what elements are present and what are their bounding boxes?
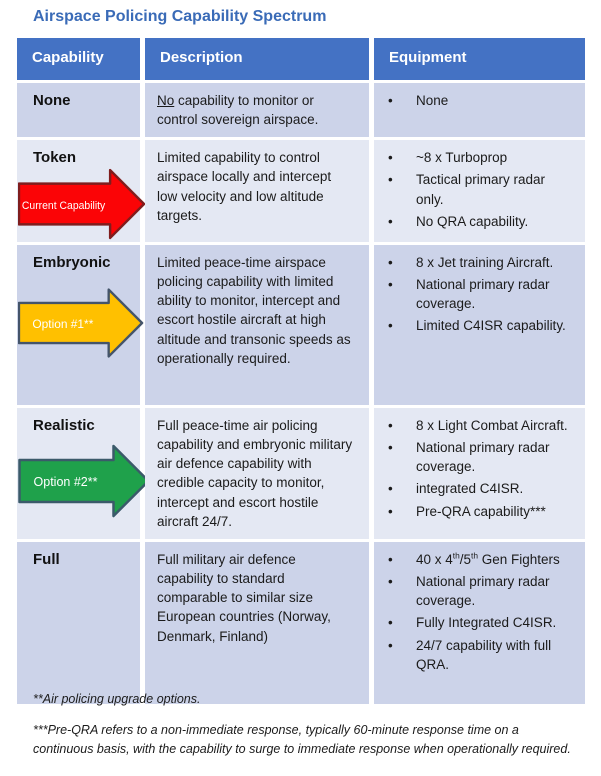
- current-capability-arrow: [18, 168, 146, 240]
- footnotes: [33, 690, 581, 770]
- header-cell-equipment: Equipment: [374, 38, 585, 80]
- capability-cell-realistic: [17, 408, 140, 539]
- svg-text:Current Capability: Current Capability: [21, 200, 106, 213]
- equipment-item: • Fully Integrated C4ISR.: [374, 613, 573, 632]
- table-row-none: [17, 83, 585, 137]
- equipment-item: • 8 x Light Combat Aircraft.: [374, 416, 573, 435]
- equipment-item: • No QRA capability.: [374, 212, 573, 231]
- description-cell-realistic: [145, 408, 369, 539]
- equipment-item: • 24/7 capability with full QRA.: [374, 636, 573, 674]
- equipment-item: • None: [374, 91, 573, 110]
- equipment-cell-embryonic: [374, 245, 585, 405]
- equipment-item: • ~8 x Turboprop: [374, 148, 573, 167]
- description-text: Limited capability to control airspace locally and intercept low velocity and low altitude targets.: [157, 150, 332, 223]
- equipment-list: [374, 408, 585, 532]
- table-header-row: [17, 38, 585, 80]
- equipment-list: [374, 542, 585, 685]
- description-cell-embryonic: [145, 245, 369, 405]
- equipment-cell-realistic: [374, 408, 585, 539]
- description-cell-full: [145, 542, 369, 704]
- description-text: Full peace-time air policing capability and embryonic military air defence capability with credible capacity to monitor, intercept and escort hostile aircraft 24/7.: [157, 417, 353, 529]
- equipment-cell-full: [374, 542, 585, 704]
- equipment-item: • National primary radar coverage.: [374, 438, 573, 476]
- option-2-arrow: [18, 444, 151, 518]
- table-row-full: [17, 542, 585, 704]
- equipment-list: [374, 245, 585, 347]
- capability-table: [17, 38, 585, 704]
- equipment-item: • Pre-QRA capability***: [374, 502, 573, 521]
- capability-cell-none: [17, 83, 140, 137]
- description-cell-none: [145, 83, 369, 137]
- description-text: No capability to monitor or control sovereign airspace.: [157, 93, 319, 128]
- equipment-item: • Tactical primary radar only.: [374, 170, 573, 208]
- capability-label: None: [33, 92, 71, 109]
- capability-label: Realistic: [33, 416, 95, 434]
- svg-text:Option #1**: Option #1**: [32, 316, 94, 331]
- equipment-list: [374, 140, 585, 242]
- description-text: Limited peace-time airspace policing capability with limited ability to monitor, intercept and escort hostile aircraft at high altitude and transonic speeds as operationally required.: [157, 254, 351, 366]
- equipment-item: • 8 x Jet training Aircraft.: [374, 253, 573, 272]
- table-row-realistic: [17, 408, 585, 539]
- description-text: Full military air defence capability to standard comparable to similar size European countries (Norway, Denmark, Finland): [157, 551, 331, 644]
- table-row-embryonic: [17, 245, 585, 405]
- equipment-cell-token: [374, 140, 585, 242]
- footnote-upgrade-options: **Air policing upgrade options.: [33, 692, 201, 706]
- capability-label: Full: [33, 550, 60, 568]
- equipment-item: • integrated C4ISR.: [374, 479, 573, 498]
- equipment-item: • Limited C4ISR capability.: [374, 316, 573, 335]
- equipment-list: [374, 83, 585, 121]
- svg-text:Option #2**: Option #2**: [33, 474, 98, 489]
- description-cell-token: [145, 140, 369, 242]
- page-title: Airspace Policing Capability Spectrum: [33, 8, 327, 25]
- capability-cell-full: [17, 542, 140, 704]
- header-cell-description: Description: [145, 38, 369, 80]
- footnote-pre-qra: ***Pre-QRA refers to a non-immediate response, typically 60-minute response time on a continuous basis, with the capability to surge to immediate response when operationally required.: [33, 722, 571, 756]
- capability-cell-embryonic: [17, 245, 140, 405]
- header-cell-capability: Capability: [17, 38, 140, 80]
- capability-label: Embryonic: [33, 253, 111, 271]
- table-row-token: [17, 140, 585, 242]
- equipment-item: • National primary radar coverage.: [374, 572, 573, 610]
- capability-cell-token: [17, 140, 140, 242]
- equipment-item: • 40 x 4th/5th Gen Fighters: [374, 550, 573, 569]
- equipment-item: • National primary radar coverage.: [374, 275, 573, 313]
- equipment-cell-none: [374, 83, 585, 137]
- table-body: [17, 83, 585, 704]
- option-1-arrow: [18, 287, 144, 359]
- capability-label: Token: [33, 149, 77, 167]
